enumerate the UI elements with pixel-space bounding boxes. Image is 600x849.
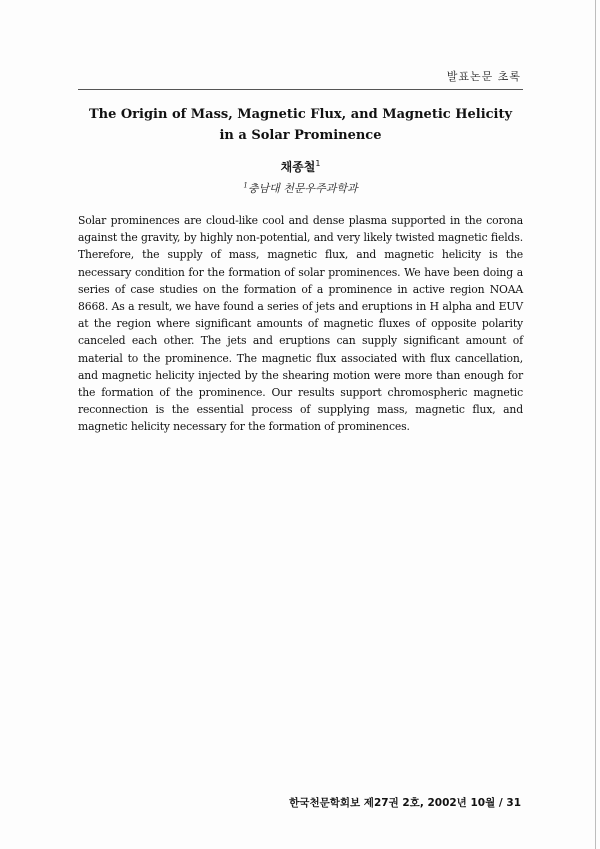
paper-title (78, 104, 523, 146)
abstract-body: Solar prominences are cloud-like cool and dense plasma supported in the corona against the gravity, by highly non-potential, and very likely twisted magnetic fields. Therefore, the supply of mass, magnetic flux, and magnetic helicity is the necessary condition for the formation of solar prominences. We have been doing a series of case studies on the formation of a prominence in active region NOAA 8668. As a result, we have found a series of jets and eruptions in H alpha and EUV at the region where significant amounts of magnetic fluxes of opposite polarity canceled each other. The jets and eruptions can supply significant amount of material to the prominence. The magnetic flux associated with flux cancellation, and magnetic helicity injected by the shearing motion were more than enough for the formation of the prominence. Our results support chromospheric magnetic reconnection is the essential process of supplying mass, magnetic flux, and magnetic helicity necessary for the formation of prominences. (78, 214, 523, 434)
author-name: 채종철 (280, 160, 316, 174)
journal-citation-footer: 한국천문학회보 제27권 2호, 2002년 10월 / 31 (289, 797, 521, 809)
section-header-label: 발표논문 초록 (446, 70, 521, 83)
page-edge-line (595, 0, 596, 849)
affiliation-line (78, 180, 523, 196)
affiliation-marker: 1 (243, 181, 248, 190)
paper-title-line-2: in a Solar Prominence (219, 128, 382, 143)
header-divider (78, 89, 523, 90)
affiliation-name: 충남대 천문우주과학과 (247, 182, 358, 195)
paper-title-line-1: The Origin of Mass, Magnetic Flux, and Magnetic Helicity (88, 107, 513, 122)
author-line (78, 158, 523, 175)
author-affiliation-marker: 1 (315, 159, 321, 168)
